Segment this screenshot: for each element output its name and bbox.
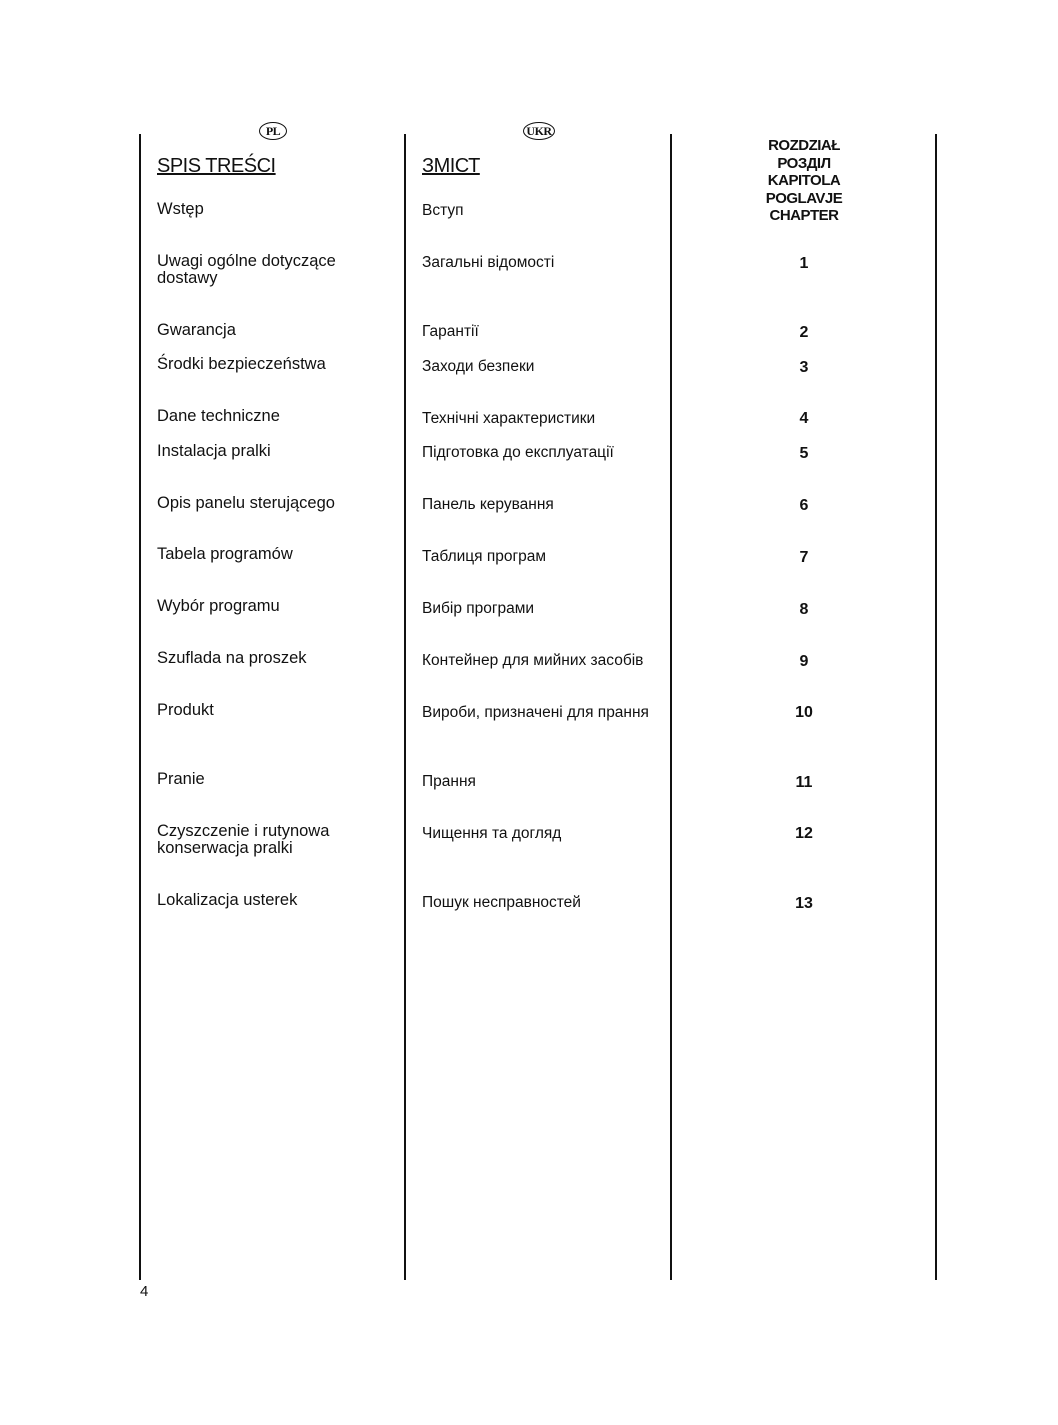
pl-entry: Dane techniczne (157, 407, 280, 425)
ua-entry: Таблиця програм (422, 548, 547, 565)
column-divider-edge (935, 134, 937, 1280)
ua-entry: Панель керування (422, 496, 554, 513)
ua-title: ЗМІСТ (422, 155, 480, 177)
pl-title: SPIS TREŚCI (157, 155, 276, 177)
ua-entry: Пошук несправностей (422, 894, 581, 911)
ua-entry: Підготовка до експлуатації (422, 444, 614, 461)
chapter-header (744, 137, 864, 225)
chapter-number: 10 (795, 704, 813, 721)
pl-entry: Szuflada na proszek (157, 649, 307, 667)
chapter-number: 8 (799, 601, 809, 618)
chapter-label: РОЗДІЛ (777, 154, 831, 172)
ua-entry: Прання (422, 773, 476, 790)
column-divider-middle (404, 134, 406, 1280)
pl-entry: Czyszczenie i rutynowa konserwacja pralki (157, 822, 330, 857)
chapter-label: CHAPTER (769, 207, 839, 224)
chapter-number: 6 (799, 497, 809, 514)
pl-entry: Instalacja pralki (157, 442, 271, 460)
chapter-number: 12 (795, 825, 813, 842)
pl-entry: Wybór programu (157, 597, 280, 615)
chapter-number: 4 (799, 410, 809, 427)
ua-entry: Технічні характеристики (422, 410, 596, 427)
pl-entry: Tabela programów (157, 545, 293, 563)
chapter-number: 7 (799, 549, 809, 566)
chapter-number: 11 (795, 774, 813, 791)
chapter-number: 3 (799, 359, 809, 376)
ua-entry: Вироби, призначені для прання (422, 704, 649, 721)
chapter-number: 13 (795, 895, 813, 912)
ua-entry: Вступ (422, 202, 464, 219)
pl-entry: Pranie (157, 770, 205, 788)
chapter-label: POGLAVJE (765, 189, 843, 207)
column-divider-left (139, 134, 141, 1280)
pl-entry: Wstęp (157, 200, 204, 218)
ua-entry: Контейнер для мийних засобів (422, 652, 644, 669)
pl-entry: Środki bezpieczeństwa (157, 355, 326, 373)
ua-entry: Загальні відомості (422, 254, 555, 271)
pl-entry: Opis panelu sterującego (157, 494, 335, 512)
chapter-label: ROZDZIAŁ (768, 137, 840, 154)
page-number: 4 (140, 1283, 149, 1300)
pl-language-badge: PL (259, 122, 287, 140)
ua-entry: Вибір програми (422, 600, 535, 617)
chapter-number: 2 (799, 324, 809, 341)
ua-entry: Гарантії (422, 323, 479, 340)
column-divider-right (670, 134, 672, 1280)
ua-entry: Чищення та догляд (422, 825, 562, 842)
pl-entry: Produkt (157, 701, 214, 719)
chapter-number: 1 (799, 255, 809, 272)
chapter-number: 9 (799, 653, 809, 670)
pl-entry: Uwagi ogólne dotyczące dostawy (157, 252, 336, 287)
ua-entry: Заходи безпеки (422, 358, 535, 375)
chapter-number: 5 (799, 445, 809, 462)
pl-entry: Lokalizacja usterek (157, 891, 298, 909)
pl-entry: Gwarancja (157, 321, 236, 339)
ukr-language-badge: UKR (523, 122, 555, 140)
chapter-label: KAPITOLA (767, 172, 841, 189)
